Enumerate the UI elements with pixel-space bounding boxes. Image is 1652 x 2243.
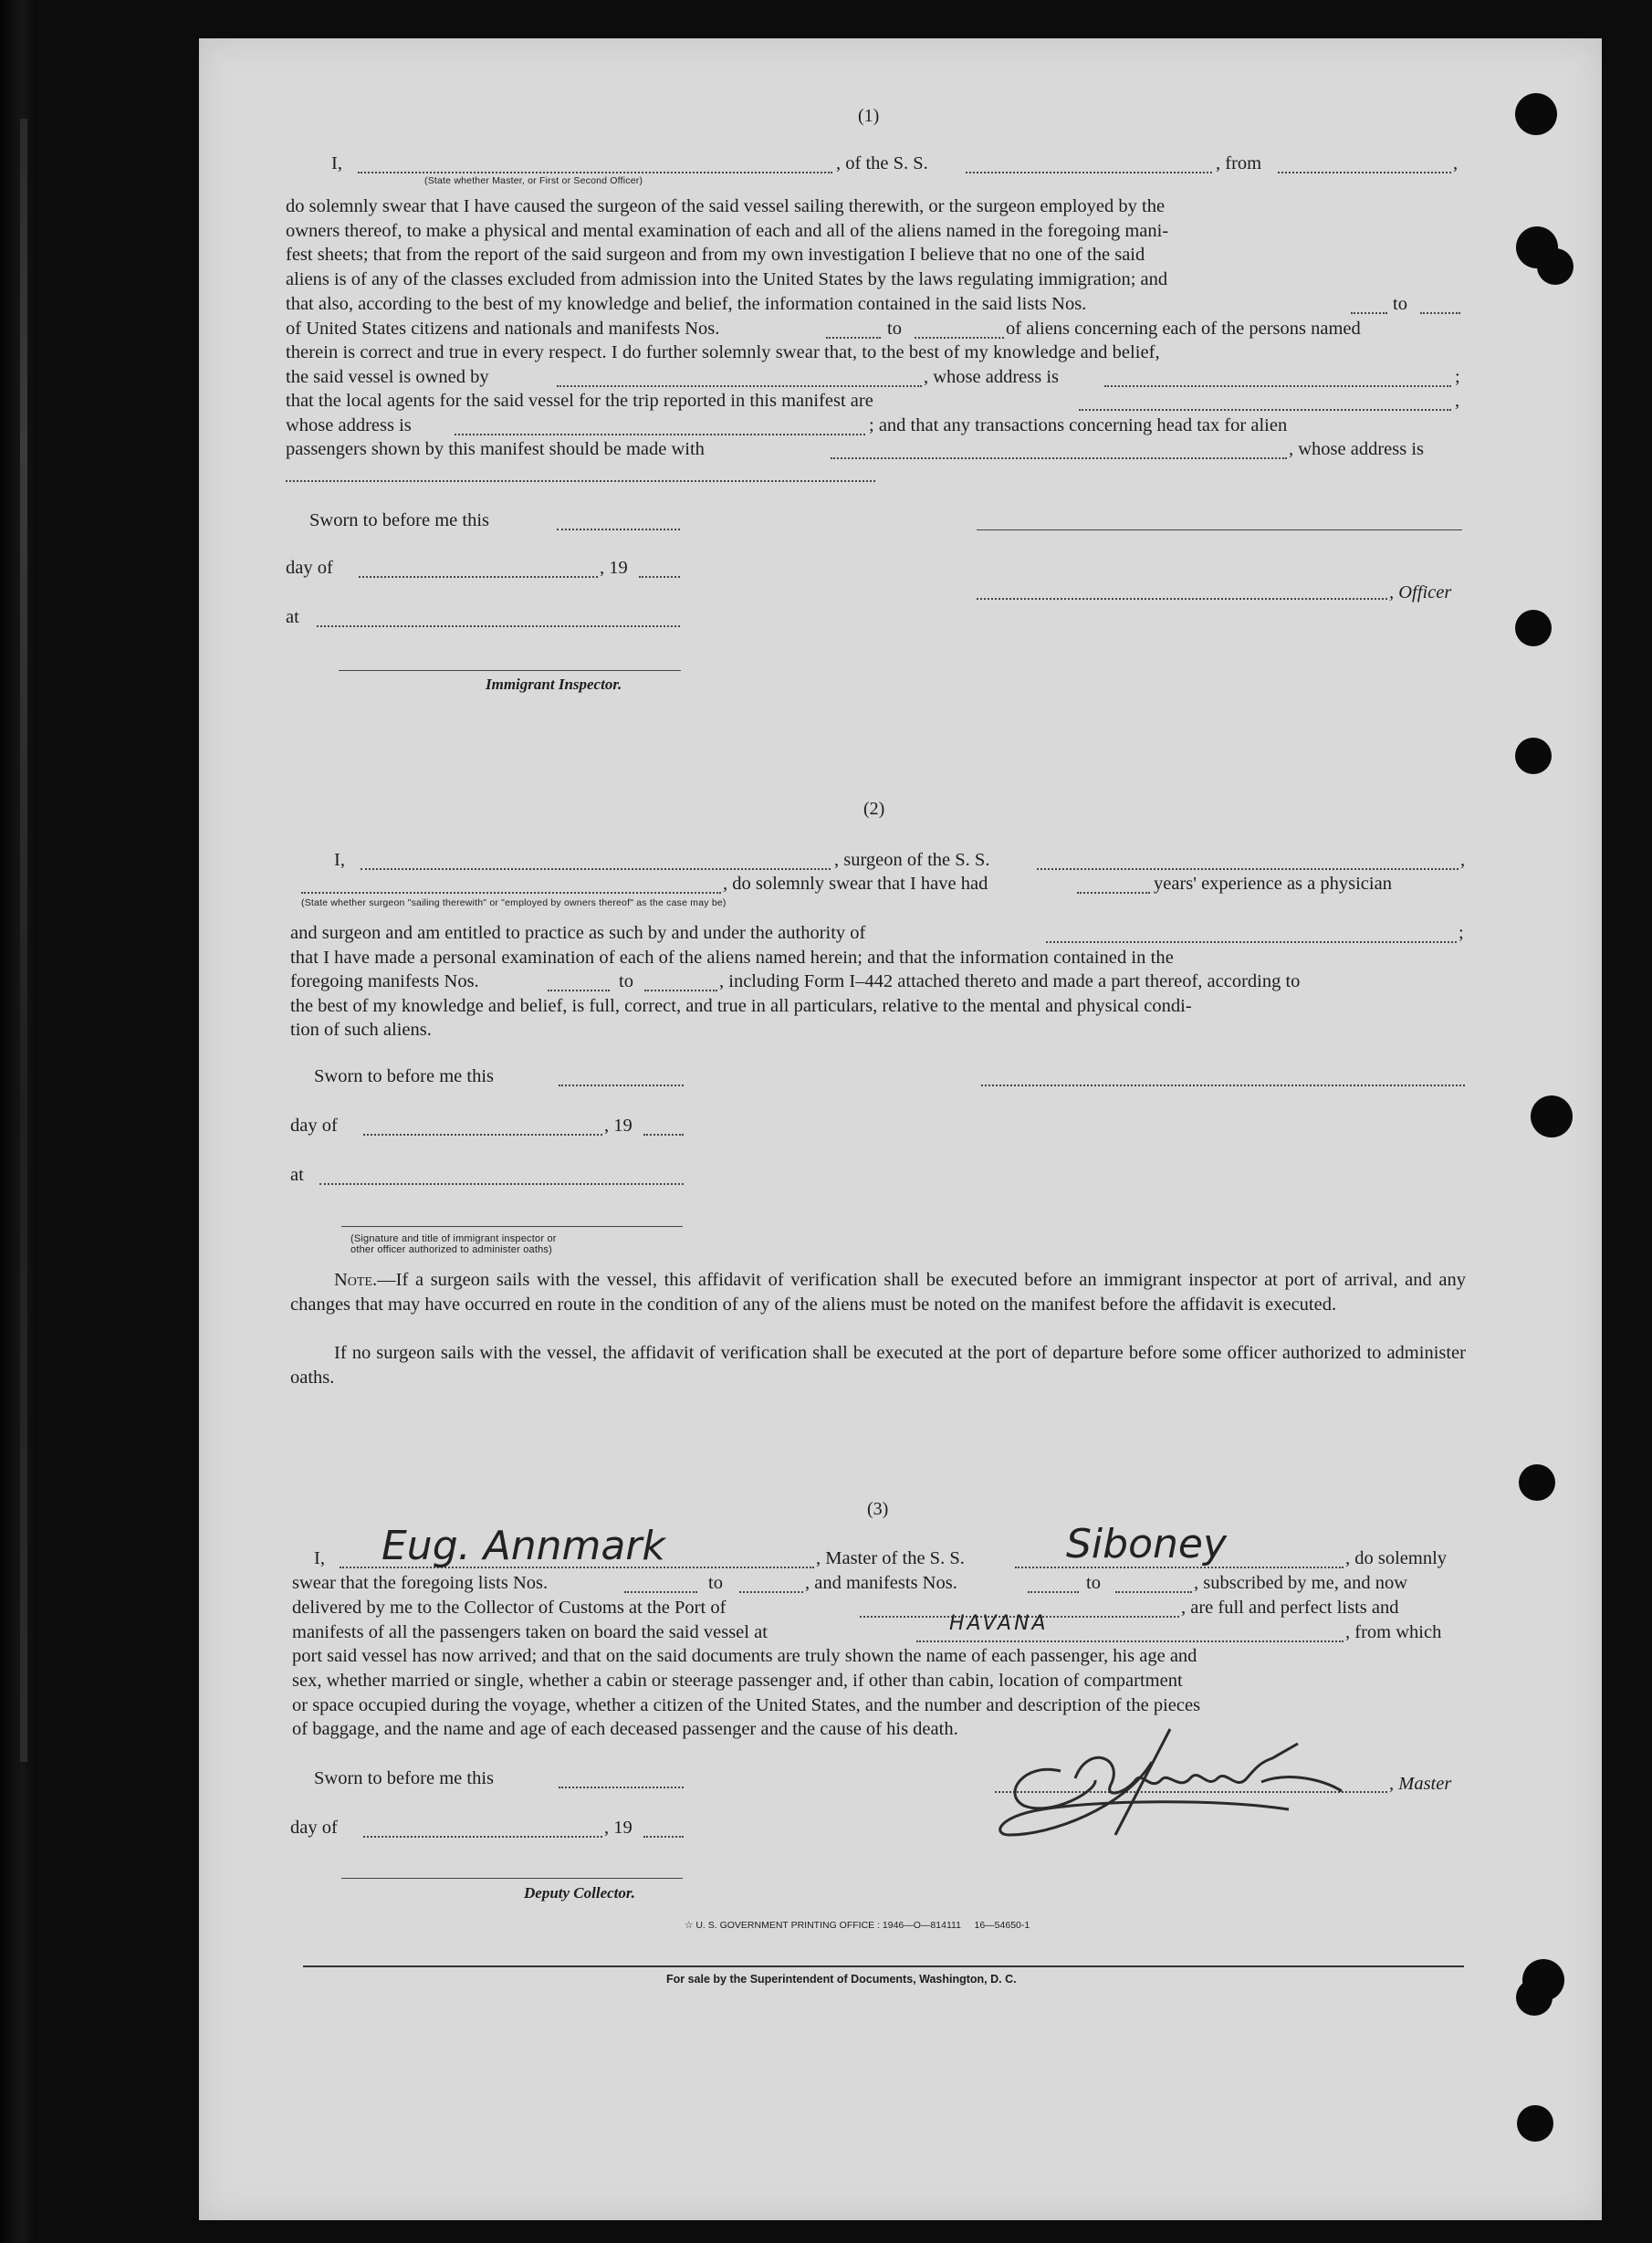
s1-officer-signature-line[interactable] — [977, 529, 1462, 530]
s2-years-field[interactable] — [1077, 892, 1150, 894]
punch-hole — [1531, 1095, 1573, 1137]
s3-manifests-line: manifests of all the passengers taken on board the said vessel at — [292, 1622, 768, 1642]
s1-at: at — [286, 607, 299, 627]
s2-comma: , — [1460, 850, 1466, 870]
s3-line-7: or space occupied during the voyage, whether a citizen of the United States, and the number and description of the pieces — [292, 1695, 1201, 1715]
punch-hole — [1537, 248, 1574, 285]
s2-swear: , do solemnly swear that I have had — [723, 874, 988, 894]
s3-sworn: Sworn to before me this — [314, 1768, 494, 1788]
s2-form-line: , including Form I–442 attached thereto and made a part thereof, according to — [719, 971, 1301, 991]
s2-day-field[interactable] — [363, 1134, 602, 1136]
s3-departure-port-field[interactable] — [916, 1640, 1344, 1642]
s1-agents-address-field[interactable] — [455, 434, 865, 435]
punch-hole — [1517, 2105, 1553, 2142]
punch-hole — [1515, 738, 1552, 774]
section-1-number: (1) — [858, 106, 880, 126]
note-paragraph-1 — [290, 1268, 1466, 1316]
s1-owned-semicolon: ; — [1455, 367, 1460, 387]
s3-sworn-field[interactable] — [559, 1787, 684, 1788]
s2-day-of: day of — [290, 1116, 338, 1136]
s1-from-field[interactable] — [1278, 172, 1451, 173]
s1-owned-text: the said vessel is owned by — [286, 367, 489, 387]
s2-authority-field[interactable] — [1046, 941, 1457, 943]
s2-manifest-to-field[interactable] — [644, 990, 717, 991]
s2-ship-field[interactable] — [1037, 868, 1459, 870]
s2-sworn: Sworn to before me this — [314, 1066, 494, 1086]
s1-at-field[interactable] — [317, 625, 680, 627]
s1-body-line: do solemnly swear that I have caused the surgeon of the said vessel sailing therewith, or the surgeon employed by the — [286, 196, 1166, 216]
s3-line-5: port said vessel has now arrived; and that on the said documents are truly shown the name of each passenger, his age and — [292, 1646, 1197, 1666]
s3-master-of-ss: , Master of the S. S. — [816, 1548, 965, 1568]
s1-day-field[interactable] — [359, 576, 598, 578]
s3-nineteen: , 19 — [604, 1818, 633, 1838]
s1-agents-field[interactable] — [1079, 409, 1451, 411]
s1-body-line: fest sheets; that from the report of the said surgeon and from my own investigation I believe that no one of the said — [286, 245, 1145, 266]
s2-surgeon-hint: (State whether surgeon "sailing therewith" or "employed by owners thereof" as the case may be) — [301, 897, 727, 908]
s3-manifest-to-field[interactable] — [1115, 1591, 1192, 1593]
s1-passengers-text: passengers shown by this manifest should be made with — [286, 439, 705, 459]
s3-line-6: sex, whether married or single, whether a cabin or steerage passenger and, if other than cabin, location of compartment — [292, 1671, 1183, 1691]
s2-semicolon: ; — [1459, 923, 1464, 943]
s1-of-ss: , of the S. S. — [836, 153, 928, 173]
note-paragraph-2 — [290, 1341, 1466, 1389]
s1-day-of: day of — [286, 558, 333, 578]
master-signature-scrawl — [988, 1707, 1371, 1844]
s3-year-field[interactable] — [643, 1836, 684, 1838]
s1-owner-address-field[interactable] — [1104, 385, 1451, 387]
s3-lists-to-field[interactable] — [739, 1591, 803, 1593]
s1-owned-address: , whose address is — [924, 367, 1060, 387]
s1-body-line: owners thereof, to make a physical and mental examination of each and all of the aliens named in the foregoing mani- — [286, 220, 1169, 241]
s1-body-line: aliens is of any of the classes excluded from admission into the United States by the laws regulating immigration; and — [286, 268, 1168, 289]
s2-tion-line: tion of such aliens. — [290, 1020, 432, 1040]
punch-hole — [1515, 93, 1557, 135]
s3-deputy-signature-line[interactable] — [341, 1878, 683, 1879]
s2-belief-line: the best of my knowledge and belief, is full, correct, and true in all particulars, relative to the mental and physical condi- — [290, 996, 1192, 1016]
s3-i: I, — [314, 1548, 325, 1568]
note-text-2: If no surgeon sails with the vessel, the affidavit of verification shall be executed at the port of departure before some officer authorized to administer oaths. — [290, 1343, 1466, 1388]
s1-i: I, — [331, 153, 342, 173]
s2-nineteen: , 19 — [604, 1116, 633, 1136]
s1-comma: , — [1453, 153, 1459, 173]
s1-officer-name-field[interactable] — [358, 172, 832, 173]
scan-left-border — [0, 0, 37, 2243]
s2-manifest-from-field[interactable] — [548, 990, 610, 991]
note-lead: Note. — [334, 1270, 378, 1290]
s2-surgeon-name-field[interactable] — [361, 868, 831, 870]
s3-day-of: day of — [290, 1818, 338, 1838]
s1-inspector-label: Immigrant Inspector. — [486, 676, 622, 693]
s1-owner-field[interactable] — [557, 385, 922, 387]
s3-master-label — [1389, 1772, 1451, 1797]
s2-surgeon-signature-line[interactable] — [981, 1085, 1465, 1086]
s2-sworn-field[interactable] — [559, 1085, 684, 1086]
s2-manifests-to: to — [619, 971, 633, 991]
s1-passengers-address: , whose address is — [1289, 439, 1425, 459]
s2-year-field[interactable] — [643, 1134, 684, 1136]
s2-examined-line: that I have made a personal examination of each of the aliens named herein; and that the information contained in the — [290, 948, 1174, 968]
s3-ship-name-handwritten: Siboney — [1066, 1521, 1227, 1567]
s3-to-1: to — [708, 1573, 723, 1593]
s1-from: , from — [1216, 153, 1262, 173]
s1-lists-from-field[interactable] — [1351, 312, 1387, 314]
s1-lists-to: to — [1393, 294, 1407, 314]
s3-swear: swear that the foregoing lists Nos. — [292, 1573, 549, 1593]
s2-years: years' experience as a physician — [1154, 874, 1392, 894]
punch-hole — [1515, 610, 1552, 646]
s1-officer-label — [1389, 581, 1451, 605]
s2-sailing-field[interactable] — [301, 892, 721, 894]
for-sale-notice: For sale by the Superintendent of Documents, Washington, D. C. — [666, 1973, 1017, 1986]
s1-sworn: Sworn to before me this — [309, 510, 489, 530]
section-3-number: (3) — [867, 1499, 889, 1519]
s1-citizens-to: to — [887, 319, 902, 339]
s3-day-field[interactable] — [363, 1836, 602, 1838]
s1-whose-text: whose address is — [286, 415, 412, 435]
s2-sig-hint-2: other officer authorized to administer oaths) — [350, 1244, 552, 1255]
s1-ship-field[interactable] — [966, 172, 1212, 173]
s1-officer-hint: (State whether Master, or First or Second Officer) — [424, 175, 643, 186]
punch-hole — [1516, 1979, 1553, 2016]
footer-rule — [303, 1965, 1464, 1967]
s1-officer-title-field[interactable] — [977, 598, 1387, 600]
s1-citizens-text-b: of aliens concerning each of the persons named — [1006, 319, 1361, 339]
note-text-1: —If a surgeon sails with the vessel, this affidavit of verification shall be executed before an immigrant inspector at port of arrival, and any changes that may have occurred en route in the condition of any of the aliens must be noted on the manifest before the affidavit is executed. — [290, 1270, 1466, 1315]
s3-master-text: , Master — [1389, 1774, 1452, 1794]
s1-officer-text: , Officer — [1389, 582, 1452, 603]
s2-i: I, — [334, 850, 345, 870]
s3-line-8: of baggage, and the name and age of each deceased passenger and the cause of his death. — [292, 1719, 958, 1739]
s3-delivered: delivered by me to the Collector of Customs at the Port of — [292, 1598, 727, 1618]
s1-agents-comma: , — [1455, 391, 1460, 411]
s1-agents-text: that the local agents for the said vessel for the trip reported in this manifest are — [286, 391, 873, 411]
s1-year-field[interactable] — [639, 576, 680, 578]
s1-correct-line: therein is correct and true in every respect. I do further solemnly swear that, to the best of my knowledge and belief, — [286, 342, 1160, 362]
s3-master-name-handwritten: Eug. Annmark — [382, 1523, 665, 1569]
s3-to-2: to — [1086, 1573, 1101, 1593]
s1-head-tax-text: ; and that any transactions concerning head tax for alien — [869, 415, 1288, 435]
s2-manifests: foregoing manifests Nos. — [290, 971, 479, 991]
s3-deputy-label: Deputy Collector. — [524, 1884, 635, 1902]
s1-manifest-to-field[interactable] — [915, 337, 1004, 339]
s3-from-which: , from which — [1345, 1622, 1442, 1642]
s1-lists-text: that also, according to the best of my knowledge and belief, the information contained in the said lists Nos. — [286, 294, 1087, 314]
s3-manifests: , and manifests Nos. — [805, 1573, 957, 1593]
s2-at-field[interactable] — [319, 1183, 684, 1185]
s3-manifest-from-field[interactable] — [1028, 1591, 1079, 1593]
scan-edge-strip — [20, 119, 27, 1762]
s3-perfect-lists: , are full and perfect lists and — [1181, 1598, 1399, 1618]
s1-head-tax-agent-field[interactable] — [831, 457, 1287, 459]
section-2-number: (2) — [863, 799, 885, 819]
s2-sig-hint-1: (Signature and title of immigrant inspector or — [350, 1233, 557, 1244]
s2-surgeon-ss: , surgeon of the S. S. — [834, 850, 990, 870]
printing-office-imprint: ☆ U. S. GOVERNMENT PRINTING OFFICE : 1946—O—814111 16—54650-1 — [685, 1920, 1030, 1931]
s1-body — [286, 194, 1463, 291]
punch-hole — [1519, 1464, 1555, 1501]
s1-inspector-signature-line[interactable] — [339, 670, 681, 671]
s1-head-tax-address-field[interactable] — [286, 480, 875, 482]
s3-subscribed: , subscribed by me, and now — [1194, 1573, 1407, 1593]
s3-solemnly: , do solemnly — [1345, 1548, 1448, 1568]
s2-at: at — [290, 1165, 304, 1185]
s1-manifest-from-field[interactable] — [826, 337, 881, 339]
s3-port-handwritten: HAVANA — [949, 1612, 1049, 1635]
s3-lists-from-field[interactable] — [624, 1591, 697, 1593]
s1-lists-to-field[interactable] — [1420, 312, 1460, 314]
s1-citizens-text: of United States citizens and nationals and manifests Nos. — [286, 319, 720, 339]
s2-inspector-signature-line[interactable] — [341, 1226, 683, 1227]
s2-authority: and surgeon and am entitled to practice as such by and under the authority of — [290, 923, 866, 943]
s1-sworn-field[interactable] — [557, 529, 680, 530]
s1-nineteen: , 19 — [600, 558, 628, 578]
